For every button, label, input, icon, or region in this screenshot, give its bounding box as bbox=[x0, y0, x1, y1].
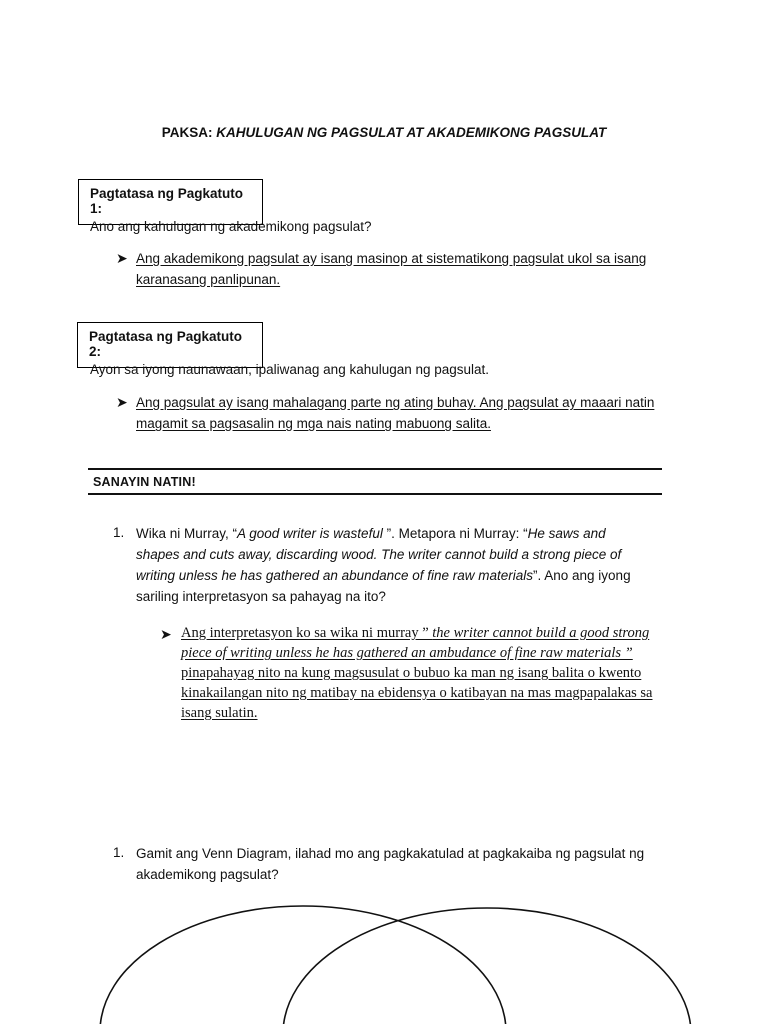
assessment-2-question: Ayon sa iyong naunawaan, ipaliwanag ang kahulugan ng pagsulat. bbox=[90, 362, 490, 377]
arrow-bullet-icon: ➤ bbox=[116, 394, 128, 410]
item-1-metaphor: He saws and bbox=[527, 526, 606, 541]
page-title bbox=[0, 125, 768, 140]
item-1-text bbox=[136, 523, 696, 607]
item-1-answer-line: kinakailangan nito ng matibay na ebidensya o katibayan na mas magpapalakas sa bbox=[181, 685, 653, 701]
assessment-2-answer bbox=[136, 392, 696, 434]
item-1-answer-line: isang sulatin. bbox=[181, 705, 258, 721]
item-1-text-part: ”. Ano ang iyong bbox=[533, 568, 631, 583]
item-1-quote: A good writer is wasteful bbox=[237, 526, 383, 541]
section-bottom-rule bbox=[88, 493, 662, 495]
item-1-answer-quote: the writer cannot build a good strong bbox=[432, 625, 650, 641]
item-2-number: 1. bbox=[113, 845, 125, 860]
item-1-line bbox=[136, 523, 696, 544]
practice-heading: SANAYIN NATIN! bbox=[93, 475, 196, 489]
arrow-bullet-icon: ➤ bbox=[160, 626, 172, 642]
item-1-metaphor: writing unless he has gathered an abundance of fine raw materials bbox=[136, 568, 533, 583]
assessment-2-answer-line: Ang pagsulat ay isang mahalagang parte ng ating buhay. Ang pagsulat ay maaari natin bbox=[136, 395, 655, 410]
venn-right-circle bbox=[283, 908, 691, 1024]
item-1-line bbox=[136, 544, 696, 565]
item-1-line bbox=[136, 565, 696, 586]
item-1-answer-line bbox=[181, 643, 701, 663]
item-1-number: 1. bbox=[113, 525, 125, 540]
venn-diagram bbox=[0, 900, 768, 1024]
title-prefix: PAKSA: bbox=[161, 125, 217, 140]
item-1-text-part: Wika ni Murray, “ bbox=[136, 526, 238, 541]
item-1-line: sariling interpretasyon sa pahayag na ito? bbox=[136, 589, 386, 604]
item-1-answer-quote: piece of writing unless he has gathered an ambudance of fine raw materials ” bbox=[181, 645, 633, 661]
item-1-metaphor: shapes and cuts away, discarding wood. The writer cannot build a strong piece of bbox=[136, 547, 622, 562]
item-1-answer-line bbox=[181, 623, 701, 643]
item-1-answer-part: Ang interpretasyon ko sa wika ni murray ” bbox=[181, 625, 433, 641]
title-topic: KAHULUGAN NG PAGSULAT AT AKADEMIKONG PAGSULAT bbox=[216, 125, 607, 140]
item-1-answer bbox=[181, 623, 701, 723]
assessment-2-answer-line: magamit sa pagsasalin ng mga nais nating mabuong salita. bbox=[136, 416, 491, 431]
assessment-1-answer bbox=[136, 248, 696, 290]
arrow-bullet-icon: ➤ bbox=[116, 250, 128, 266]
assessment-2-heading: Pagtatasa ng Pagkatuto 2: bbox=[77, 322, 263, 368]
item-1-answer-line: pinapahayag nito na kung magsusulat o bubuo ka man ng isang balita o kwento bbox=[181, 665, 642, 681]
item-2-text bbox=[136, 843, 696, 885]
section-top-rule bbox=[88, 468, 662, 470]
item-2-line: akademikong pagsulat? bbox=[136, 867, 279, 882]
assessment-1-heading: Pagtatasa ng Pagkatuto 1: bbox=[78, 179, 263, 225]
assessment-1-answer-line: karanasang panlipunan. bbox=[136, 272, 281, 287]
item-1-text-part: ”. Metapora ni Murray: “ bbox=[382, 526, 528, 541]
item-2-line: Gamit ang Venn Diagram, ilahad mo ang pagkakatulad at pagkakaiba ng pagsulat ng bbox=[136, 846, 645, 861]
assessment-1-answer-line: Ang akademikong pagsulat ay isang masinop at sistematikong pagsulat ukol sa isang bbox=[136, 251, 647, 266]
venn-left-circle bbox=[100, 906, 506, 1024]
assessment-1-question: Ano ang kahulugan ng akademikong pagsulat? bbox=[90, 219, 372, 234]
